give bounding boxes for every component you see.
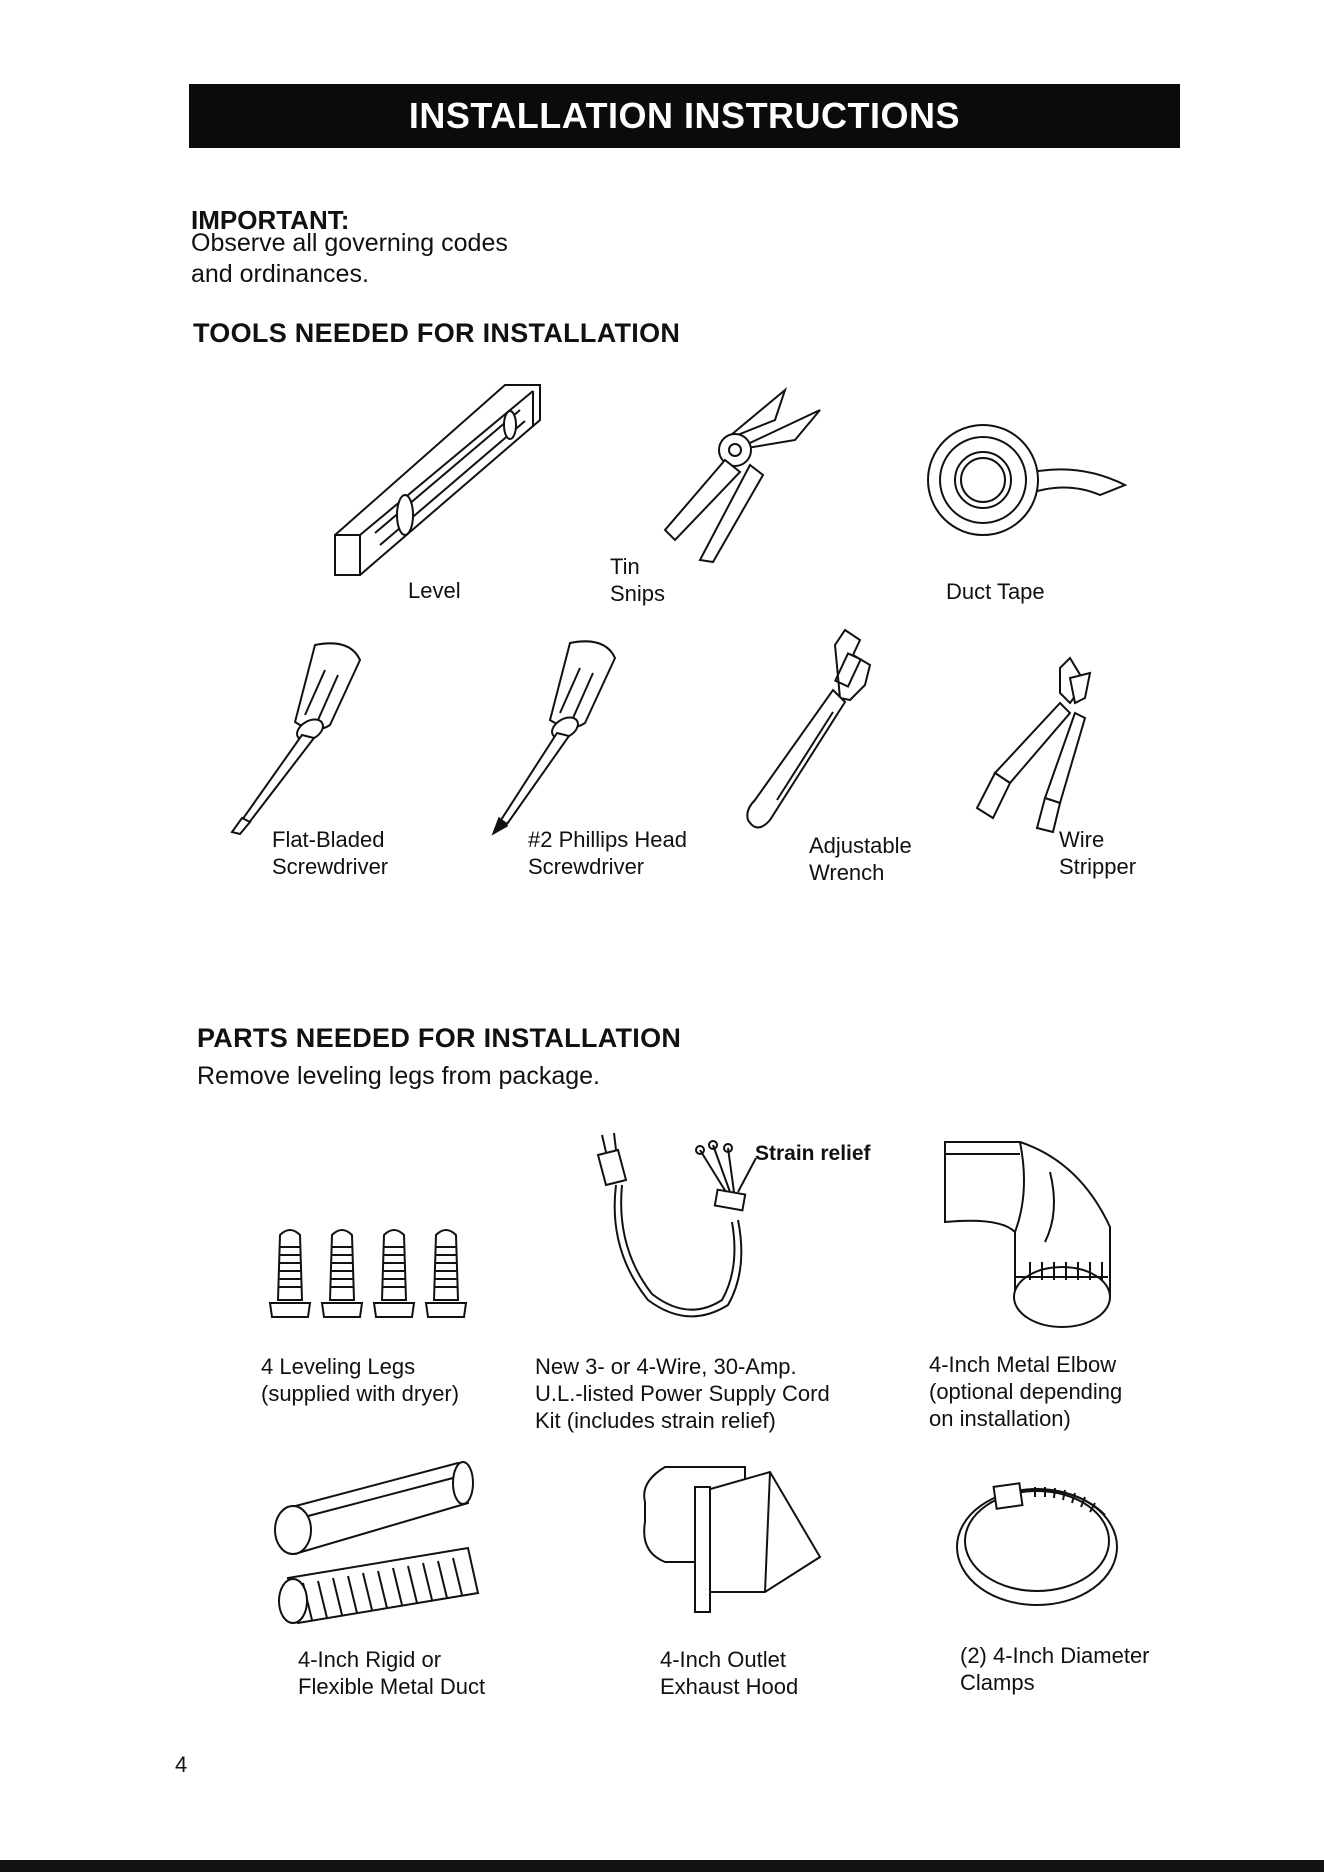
tool-label-level: Level [408, 578, 461, 603]
metal-elbow-icon [940, 1132, 1115, 1332]
parts-heading: PARTS NEEDED FOR INSTALLATION [197, 1023, 682, 1053]
phillips-screwdriver-icon [485, 638, 625, 838]
level-icon [335, 385, 540, 580]
adjustable-wrench-icon [745, 630, 885, 835]
tool-label-wire-stripper: Wire Stripper [1059, 827, 1137, 879]
tools-heading: TOOLS NEEDED FOR INSTALLATION [193, 318, 681, 348]
strain-relief-callout: Strain relief [755, 1142, 871, 1165]
part-label-metal-duct: 4-Inch Rigid or Flexible Metal Duct [298, 1647, 486, 1699]
tool-label-duct-tape: Duct Tape [946, 579, 1045, 604]
important-heading: IMPORTANT: [191, 205, 350, 235]
clamp-icon [955, 1477, 1125, 1613]
part-label-power-cord: New 3- or 4-Wire, 30-Amp. U.L.-listed Power Supply Cord Kit (includes strain relief) [535, 1354, 830, 1433]
tool-label-tin-snips: Tin Snips [610, 554, 666, 606]
wire-stripper-icon [975, 658, 1095, 833]
part-label-metal-elbow: 4-Inch Metal Elbow (optional depending on installation) [929, 1352, 1123, 1431]
part-label-leveling-legs: 4 Leveling Legs (supplied with dryer) [261, 1354, 460, 1406]
leveling-legs-icon [268, 1225, 470, 1320]
important-line-1: Observe all governing codes [191, 229, 508, 257]
tool-label-adjustable-wrench: Adjustable Wrench [809, 833, 912, 885]
parts-subtitle: Remove leveling legs from package. [197, 1062, 600, 1090]
tool-label-phillips-screwdriver: #2 Phillips Head Screwdriver [528, 827, 687, 879]
exhaust-hood-icon [635, 1462, 825, 1612]
tool-label-flat-screwdriver: Flat-Bladed Screwdriver [272, 827, 389, 879]
part-label-clamps: (2) 4-Inch Diameter Clamps [960, 1643, 1150, 1695]
duct-tape-icon [925, 420, 1125, 545]
flat-screwdriver-icon [230, 640, 370, 835]
tin-snips-icon [655, 380, 825, 565]
important-line-2: and ordinances. [191, 260, 369, 288]
power-cord-icon [588, 1130, 758, 1325]
bottom-edge-rule [0, 1860, 1324, 1872]
metal-duct-icon [268, 1458, 490, 1630]
page-title-banner: INSTALLATION INSTRUCTIONS [189, 84, 1180, 148]
page-number: 4 [175, 1752, 188, 1777]
part-label-exhaust-hood: 4-Inch Outlet Exhaust Hood [660, 1647, 799, 1699]
